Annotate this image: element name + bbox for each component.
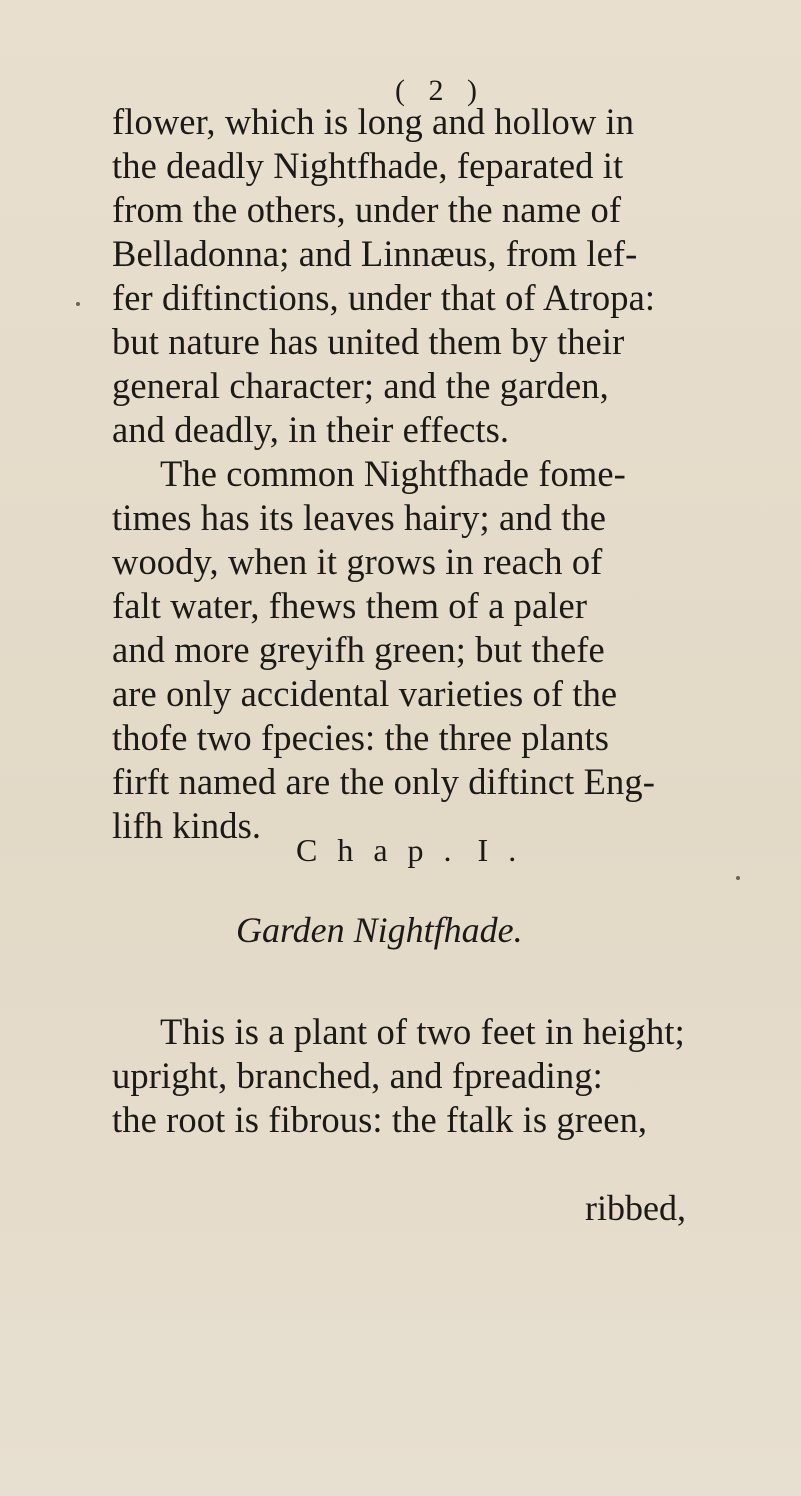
- chapter-heading: [296, 832, 536, 869]
- text-line: falt water, fhews them of a paler: [112, 585, 588, 626]
- text-line: The common Nightfhade fome-: [160, 453, 626, 494]
- catchword: ribbed,: [585, 1188, 686, 1228]
- text-line: the root is fibrous: the ftalk is green,: [112, 1099, 648, 1140]
- text-line: and more greyifh green; but thefe: [112, 629, 605, 670]
- text-line: Belladonna; and Linnæus, from lef-: [112, 233, 638, 274]
- text-line: firft named are the only diftinct Eng-: [112, 761, 655, 802]
- text-line: but nature has united them by their: [112, 321, 625, 362]
- text-line: lifh kinds.: [112, 805, 262, 846]
- text-line: the deadly Nightfhade, feparated it: [112, 145, 624, 186]
- text-line: woody, when it grows in reach of: [112, 541, 603, 582]
- text-line: general character; and the garden,: [112, 365, 609, 406]
- chapter-word: Chap.: [296, 832, 472, 868]
- text-line: from the others, under the name of: [112, 189, 622, 230]
- section-title: Garden Nightfhade.: [236, 910, 523, 950]
- text-line: flower, which is long and hollow in: [112, 101, 635, 142]
- ink-speck: [736, 876, 740, 880]
- page-number: ( 2 ): [395, 74, 485, 107]
- ink-speck: [76, 302, 80, 306]
- text-line: fer diftinctions, under that of Atropa:: [112, 277, 656, 318]
- text-line: This is a plant of two feet in height;: [160, 1011, 685, 1052]
- text-line: thofe two fpecies: the three plants: [112, 717, 610, 758]
- chapter-numeral: I.: [477, 832, 537, 868]
- text-line: are only accidental varieties of the: [112, 673, 618, 714]
- text-line: times has its leaves hairy; and the: [112, 497, 607, 538]
- text-line: and deadly, in their effects.: [112, 409, 510, 450]
- text-line: upright, branched, and fpreading:: [112, 1055, 603, 1096]
